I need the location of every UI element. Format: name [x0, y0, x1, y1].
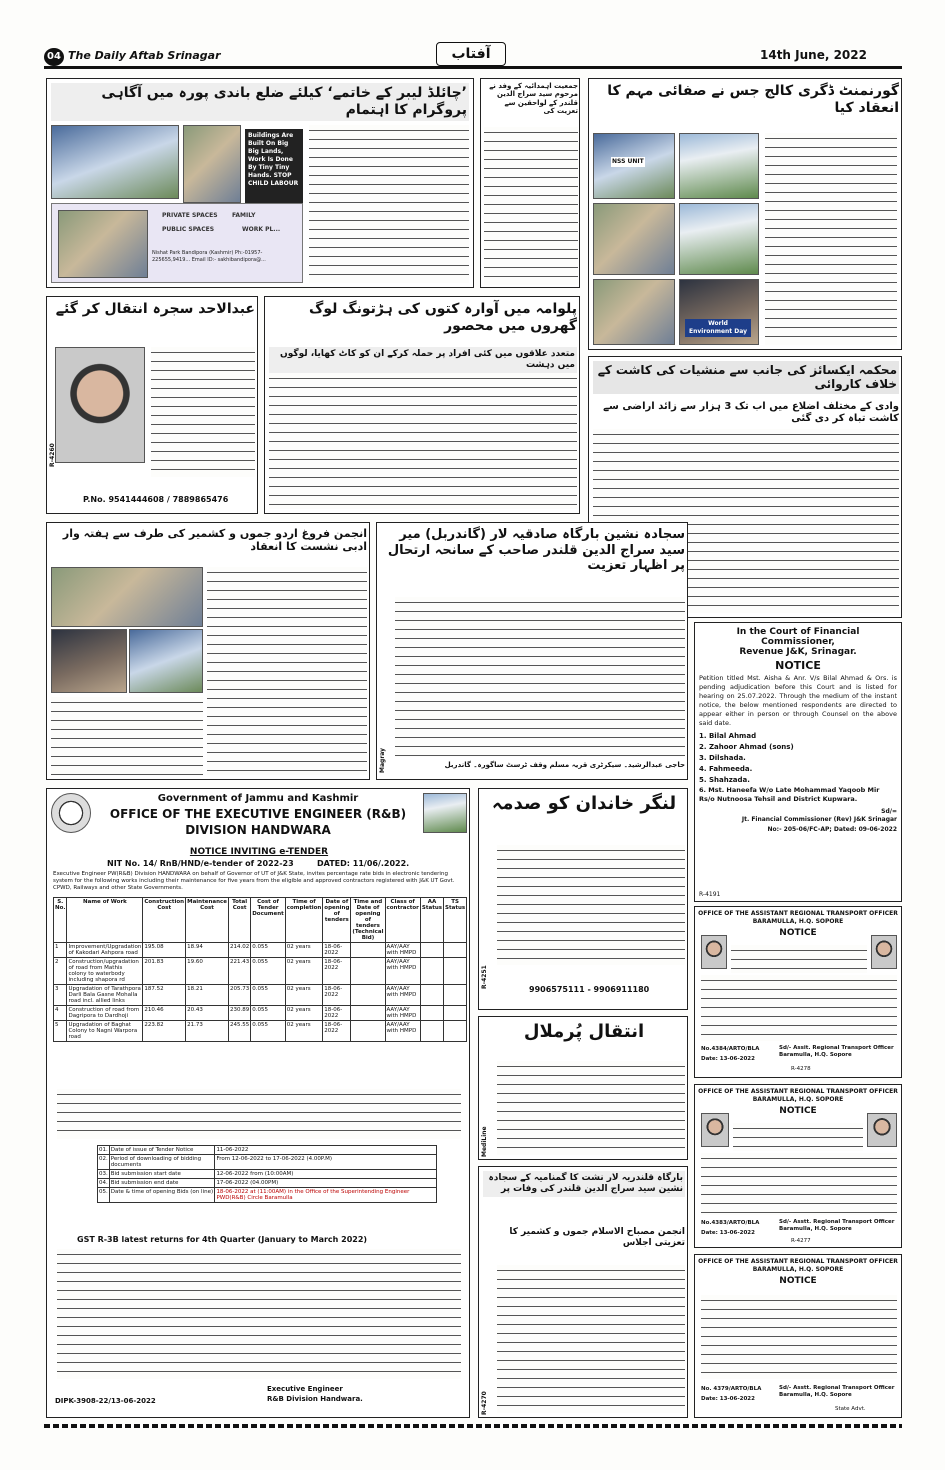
col-header: Time of completion	[285, 898, 323, 943]
rto-signer: Sd/- Asstt. Regional Transport Officer Baramulla, H.Q. Sopore	[779, 1219, 895, 1232]
tender-terms-text	[57, 1249, 461, 1379]
cell: 214.02	[228, 943, 250, 958]
cell	[351, 1006, 385, 1021]
cell	[444, 958, 467, 985]
owner-photo	[871, 935, 897, 969]
respondent-item: 1. Bilal Ahmad	[699, 732, 757, 740]
rto-body-text	[733, 1123, 863, 1151]
cell: 04.	[99, 1180, 108, 1186]
cell: Improvement/Upgradation of Kakodari Ashpora road	[68, 944, 142, 956]
cell: AAY/AAY with HMPD	[385, 1006, 420, 1021]
cell: 02.	[98, 1155, 110, 1170]
cell: 18-06-2022	[323, 1006, 351, 1021]
respondent-list	[699, 731, 897, 804]
obituary-body-text	[151, 347, 255, 477]
cell: 245.55	[228, 1021, 250, 1042]
anjuman-body-text	[207, 567, 367, 775]
cell: 221.43	[228, 958, 250, 985]
tender-notice	[46, 788, 470, 1418]
cell	[444, 985, 467, 1006]
court-line-1: In the Court of Financial Commissioner,	[736, 627, 860, 647]
anjuman-photo	[51, 567, 203, 627]
tender-ref: DIPK-3908-22/13-06-2022	[55, 1397, 156, 1405]
owner-photo	[701, 1113, 729, 1147]
rto-ref: No.4384/ARTO/BLA	[701, 1046, 760, 1052]
tender-title: NOTICE INVITING e-TENDER	[189, 847, 329, 857]
cell: Upgradation of Tarathpora Darli Bala Gasne Mohalla road incl. allied links	[68, 986, 141, 1004]
cell: 18-06-2022	[323, 943, 351, 958]
cell: 18.21	[186, 985, 229, 1006]
cell: 18-06-2022	[323, 1021, 351, 1042]
rto-signer: Sd/- Asstt. Regional Transport Officer Baramulla, H.Q. Sopore	[779, 1385, 895, 1398]
col-header: Maintenance Cost	[186, 898, 229, 943]
tender-division: DIVISION HANDWARA	[185, 823, 331, 837]
table-row	[54, 985, 467, 1006]
cell: 3	[54, 985, 67, 1006]
tender-signature-2: R&B Division Handwara.	[267, 1395, 363, 1403]
tender-dated: DATED: 11/06/.2022.	[317, 859, 410, 868]
jamiat-article	[480, 78, 580, 288]
tender-table-header	[54, 898, 467, 943]
header-rule	[44, 66, 902, 69]
excise-headline: محکمہ ایکسائز کی جانب سے منشیات کی کاشت کے خلاف کاروائی	[593, 361, 899, 394]
cell: 0.055	[251, 1006, 286, 1021]
banner-line: PRIVATE SPACES	[162, 212, 218, 219]
court-notice	[694, 622, 902, 902]
cell: AAY/AAY with HMPD	[385, 1021, 420, 1042]
cell	[351, 1021, 385, 1042]
child-labour-headline: ’چائلڈ لیبر کے خاتمے‘ کیلئے ضلع باندی پورہ میں آگاہی پروگرام کا اہتمام	[51, 83, 469, 121]
table-row	[54, 1006, 467, 1021]
anjuman-urdu-article	[46, 522, 370, 780]
cell: 02 years	[285, 958, 323, 985]
college-photo	[593, 279, 675, 345]
cell: 18-06-2022 at (11:00AM) in the Office of the Superintending Engineer PWD(R&B) Circle Baramulla	[215, 1188, 437, 1203]
jk-emblem	[51, 793, 91, 833]
cell	[420, 943, 443, 958]
photo-label: NSS UNIT	[612, 158, 644, 165]
rto-notice-title: NOTICE	[779, 1276, 817, 1286]
tender-gst-line: GST R-3B latest returns for 4th Quarter (January to March 2022)	[77, 1235, 368, 1244]
rto-body-text	[701, 1295, 897, 1379]
col-header: Time and Date of opening of tenders (Technical Bid)	[352, 899, 384, 941]
obituary-contact: P.No. 9541444608 / 7889865476	[83, 495, 229, 504]
cell: From 12-06-2022 to 17-06-2022 (4.00P.M)	[215, 1155, 437, 1170]
cell: 01.	[99, 1147, 108, 1153]
sajjada-condolence-article	[376, 522, 688, 780]
obituary-sajra	[46, 296, 258, 514]
court-ref: No:- 205-06/FC-AP; Dated: 09-06-2022	[767, 826, 897, 833]
tender-nit: NIT No. 14/ RnB/HND/e-tender of 2022-23	[107, 859, 294, 868]
paper-name: The Daily Aftab Srinagar	[68, 49, 221, 62]
banner-line: PUBLIC SPACES	[162, 226, 215, 233]
schedule-row	[98, 1179, 437, 1188]
sajjada-body-text	[395, 597, 685, 757]
cell: 03.	[99, 1171, 108, 1177]
banner-line: WORK PL...	[242, 226, 281, 233]
awareness-banner	[51, 203, 303, 283]
cell: AAY/AAY with HMPD	[385, 943, 420, 958]
col-header: Name of Work	[67, 898, 143, 943]
owner-photo	[701, 935, 727, 969]
cell: 210.46	[143, 1006, 186, 1021]
qalandar-condolence	[478, 1166, 688, 1418]
intiqal-headline: انتقال پُرملال	[523, 1021, 645, 1042]
respondent-item: 5. Shahzada.	[699, 776, 750, 784]
schedule-row	[98, 1188, 437, 1203]
cell	[444, 1006, 467, 1021]
cell: 02 years	[285, 985, 323, 1006]
qalandar-headline: بارگاہ قلندریہ لار نشت کا گمنامیہ کے سجادہ نشین سید سراج الدین قلندر کی وفات پر	[483, 1171, 685, 1197]
schedule-row	[98, 1155, 437, 1170]
tender-works-table	[53, 897, 467, 1042]
cell: Bid submission start date	[109, 1170, 215, 1179]
rto-body-text	[731, 945, 867, 973]
col-header: Construction Cost	[143, 898, 186, 943]
cell	[420, 985, 443, 1006]
langar-body-text	[497, 845, 685, 965]
cell	[444, 943, 467, 958]
cell	[444, 1021, 467, 1042]
obituary-code: R-4260	[49, 443, 56, 467]
anjuman-photo	[129, 629, 203, 693]
rto-ref: No. 4379/ARTO/BLA	[701, 1386, 762, 1392]
anjuman-headline: انجمن فروغ اردو جموں و کشمیر کی طرف سے ہفتہ وار ادبی نشست کا انعقاد	[62, 527, 367, 554]
page-date: 14th June, 2022	[760, 48, 867, 62]
respondent-item: 2. Zahoor Ahmad (sons)	[699, 743, 794, 751]
cell: Construction of road from Dagripora to Dardhoji	[67, 1006, 143, 1021]
cell: 195.08	[143, 943, 186, 958]
rto-body-text	[701, 975, 897, 1041]
cell: 12-06-2022 from (10:00AM)	[215, 1170, 437, 1179]
respondent-item: 4. Fahmeeda.	[699, 765, 753, 773]
obituary-headline: عبدالاحد سجرہ انتقال کر گئے	[55, 301, 255, 317]
college-photo	[679, 133, 759, 199]
cell	[351, 985, 385, 1006]
rto-signer: Sd/- Assit. Regional Transport Officer Baramulla, H.Q. Sopore	[779, 1045, 894, 1058]
cell: Construction/upgradation of road from Mathis colony to waterbody including shapora rd	[67, 958, 143, 985]
cell: 187.52	[143, 985, 186, 1006]
langar-contacts: 9906575111 - 9906911180	[529, 985, 650, 994]
banner-contact: Nishat Park Bandipora (Kashmir) Ph:-01957-225655,9419... Email ID:- sakhibandipora@...	[152, 250, 266, 263]
rto-office: OFFICE OF THE ASSISTANT REGIONAL TRANSPORT OFFICER	[698, 1088, 898, 1095]
cell: Period of downloading of bidding documents	[109, 1155, 215, 1170]
pulwama-body-text	[269, 373, 577, 509]
cell: 11-06-2022	[215, 1146, 437, 1155]
sajjada-side-tag: Magray	[379, 747, 386, 773]
rto-place: BARAMULLA, H.Q. SOPORE	[752, 1096, 844, 1103]
jamiat-body-text	[484, 127, 578, 285]
court-sd: Sd/=	[881, 808, 897, 815]
col-header: TS Status	[444, 898, 467, 943]
court-notice-para: Petition titled Mst. Aisha & Anr. V/s Bilal Ahmad & Ors. is pending adjudication before this Court and is listed for hearing on 25.07.2022. Through the medium of the instant notice, the below mentioned respondents are directed to appear either in person or through Counsel on the above said date.	[699, 674, 897, 727]
cell: 18-06-2022	[323, 958, 351, 985]
event-photo	[51, 125, 179, 199]
rto-code: State Advt.	[835, 1406, 866, 1412]
college-cleanliness-article	[588, 78, 902, 350]
table-row	[54, 1021, 467, 1042]
respondent-item: 6. Mst. Haneefa W/o Late Mohammad Yaqoob Mir Rs/o Nutnoosa Tehsil and District Kupwara.	[699, 786, 880, 803]
masthead: آفتاب	[436, 42, 506, 66]
cell: 205.73	[228, 985, 250, 1006]
cell	[351, 943, 385, 958]
college-photo	[679, 203, 759, 275]
rto-office: OFFICE OF THE ASSISTANT REGIONAL TRANSPORT OFFICER	[698, 1258, 898, 1265]
intiqal-notice	[478, 1016, 688, 1160]
rto-notice-2	[694, 1084, 902, 1248]
tender-govt: Government of Jammu and Kashmir	[157, 793, 359, 804]
qalandar-code: R-4270	[481, 1391, 488, 1415]
sajjada-headline: سجادہ نشین بارگاہ صادقیہ لار (گاندربل) میر سید سراج الدین قلندر صاحب کے سانحہ ارتحال پر اظہار تعزیت	[387, 527, 685, 574]
pulwama-subhead: متعدد علاقوں میں کئی افراد پر حملہ کرکے ان کو کاٹ کھایا، لوگوں میں دہشت	[269, 347, 577, 373]
cell: Bid submission end date	[109, 1179, 215, 1188]
rally-photo	[183, 125, 241, 203]
tender-schedule-table	[97, 1145, 437, 1203]
cell: 18-06-2022	[323, 985, 351, 1006]
cell	[351, 958, 385, 985]
cell: 5	[54, 1021, 67, 1042]
intiqal-code: MediLine	[481, 1126, 488, 1157]
court-line-2: Revenue J&K, Srinagar.	[739, 647, 857, 657]
rto-ref: No.4383/ARTO/BLA	[701, 1220, 760, 1226]
cell: 02 years	[285, 1006, 323, 1021]
banner-person-photo	[58, 210, 148, 278]
cell: 20.43	[186, 1006, 229, 1021]
cell: AAY/AAY with HMPD	[385, 958, 420, 985]
college-photo	[593, 203, 675, 275]
cell: Date of issue of Tender Notice	[109, 1146, 215, 1155]
owner-photo	[867, 1113, 897, 1147]
court-signatory: Jt. Financial Commissioner (Rev) J&K Srinagar	[741, 816, 897, 823]
schedule-row	[98, 1146, 437, 1155]
col-header: Cost of Tender Document	[251, 898, 286, 943]
cell: 02 years	[285, 943, 323, 958]
photo-label: World Environment Day	[685, 319, 751, 337]
rto-code: R-4278	[791, 1066, 811, 1072]
cell	[420, 1006, 443, 1021]
rto-notice-1	[694, 906, 902, 1078]
qalandar-subhead: انجمن مصباح الاسلام جموں و کشمیر کا تعزیتی اجلاس	[509, 1227, 685, 1248]
college-body-text	[765, 133, 897, 345]
table-row	[54, 943, 467, 958]
rto-date: Date: 13-06-2022	[701, 1056, 755, 1062]
tender-signature-1: Executive Engineer	[267, 1385, 343, 1393]
cell: 201.83	[143, 958, 186, 985]
excise-subhead: وادی کے مختلف اضلاع میں اب تک 3 ہزار سے زائد اراضی سے کاشت تباہ کر دی گئی	[603, 401, 899, 424]
page-number-badge: 04	[44, 48, 64, 66]
col-header: Total Cost	[228, 898, 250, 943]
jamiat-headline: جمعیت اہمدائیہ کے وفد نے مرحوم سید سراج الدین قلندر کے لواحقین سے تعزیت کی	[489, 82, 578, 116]
cell: 223.82	[143, 1021, 186, 1042]
cell: 2	[54, 958, 67, 985]
tender-conditions-text	[57, 1089, 461, 1139]
cell: 19.60	[186, 958, 229, 985]
cell: 21.73	[186, 1021, 229, 1042]
cell: 05.	[98, 1188, 110, 1203]
road-image	[423, 793, 467, 833]
cell: 230.89	[228, 1006, 250, 1021]
respondent-item: 3. Dilshada.	[699, 754, 746, 762]
table-row	[54, 958, 467, 985]
rto-office: OFFICE OF THE ASSISTANT REGIONAL TRANSPORT OFFICER	[698, 910, 898, 917]
footer-rule	[44, 1424, 902, 1428]
cell: 0.055	[251, 1021, 286, 1042]
obituary-portrait	[55, 347, 145, 463]
qalandar-body-text	[497, 1265, 685, 1413]
langar-code: R-4251	[481, 965, 488, 989]
cell: 0.055	[251, 943, 286, 958]
rto-place: BARAMULLA, H.Q. SOPORE	[752, 1266, 844, 1273]
cell: 0.055	[251, 958, 286, 985]
cell: 0.055	[251, 985, 286, 1006]
cell: AAY/AAY with HMPD	[385, 985, 420, 1006]
child-labour-article	[46, 78, 474, 288]
rto-date: Date: 13-06-2022	[701, 1396, 755, 1402]
rto-place: BARAMULLA, H.Q. SOPORE	[752, 918, 844, 925]
cell: Upgradation of Baghat Colony to Nagni Warpora road	[67, 1021, 143, 1042]
cell: 18.94	[186, 943, 229, 958]
cell: 4	[54, 1006, 67, 1021]
col-header: AA Status	[420, 898, 443, 943]
tender-intro: Executive Engineer PW(R&B) Division HANDWARA on behalf of Governor of UT of J&K State, invites percentage rate bids in electronic tendering system for the following works including their maintenance for five years from the eligible and approved contractors registered with J&K UT Govt. CPWD, Railways and other State Governments.	[53, 871, 455, 891]
rto-notice-3	[694, 1254, 902, 1418]
anjuman-photo	[51, 629, 127, 693]
cell: Date & time of opening Bids (on line)	[109, 1188, 215, 1203]
langar-headline: لنگر خاندان کو صدمہ	[491, 793, 677, 814]
rto-notice-title: NOTICE	[779, 928, 817, 938]
cell	[420, 958, 443, 985]
rto-notice-title: NOTICE	[779, 1106, 817, 1116]
cell: 1	[54, 943, 67, 958]
cell: 02 years	[285, 1021, 323, 1042]
col-header: S. No.	[54, 898, 67, 943]
sajjada-footer: حاجی عبدالرشید۔ سیکرٹری قریہ مسلم وقف ٹرسٹ ساگورہ۔ گاندربل	[444, 761, 685, 769]
anjuman-body-text-2	[51, 697, 203, 775]
child-labour-poster: Buildings Are Built On Big Big Lands, Work Is Done By Tiny Tiny Hands. STOP CHILD LABOUR	[245, 129, 303, 219]
tender-office: OFFICE OF THE EXECUTIVE ENGINEER (R&B)	[109, 807, 407, 821]
child-labour-body-text	[309, 125, 469, 283]
banner-line: FAMILY	[232, 212, 256, 219]
schedule-row	[98, 1170, 437, 1179]
rto-code: R-4277	[791, 1238, 811, 1244]
rto-date: Date: 13-06-2022	[701, 1230, 755, 1236]
pulwama-dogs-article	[264, 296, 580, 514]
court-code: R-4191	[699, 891, 721, 898]
cell: 17-06-2022 (04.00PM)	[215, 1179, 437, 1188]
college-headline: گورنمنٹ ڈگری کالج جس نے صفائی مہم کا انعقاد کیا	[607, 83, 899, 116]
rto-body-text	[701, 1153, 897, 1215]
col-header: Date of opening of tenders	[323, 898, 351, 943]
court-notice-title: NOTICE	[775, 659, 821, 672]
pulwama-headline: پلوامہ میں آوارہ کتوں کی ہڑتونگ لوگ گھروں میں محصور	[308, 301, 577, 334]
col-header: Class of contractor	[385, 898, 420, 943]
intiqal-body-text	[497, 1061, 685, 1155]
cell	[420, 1021, 443, 1042]
langar-condolence	[478, 788, 688, 1010]
